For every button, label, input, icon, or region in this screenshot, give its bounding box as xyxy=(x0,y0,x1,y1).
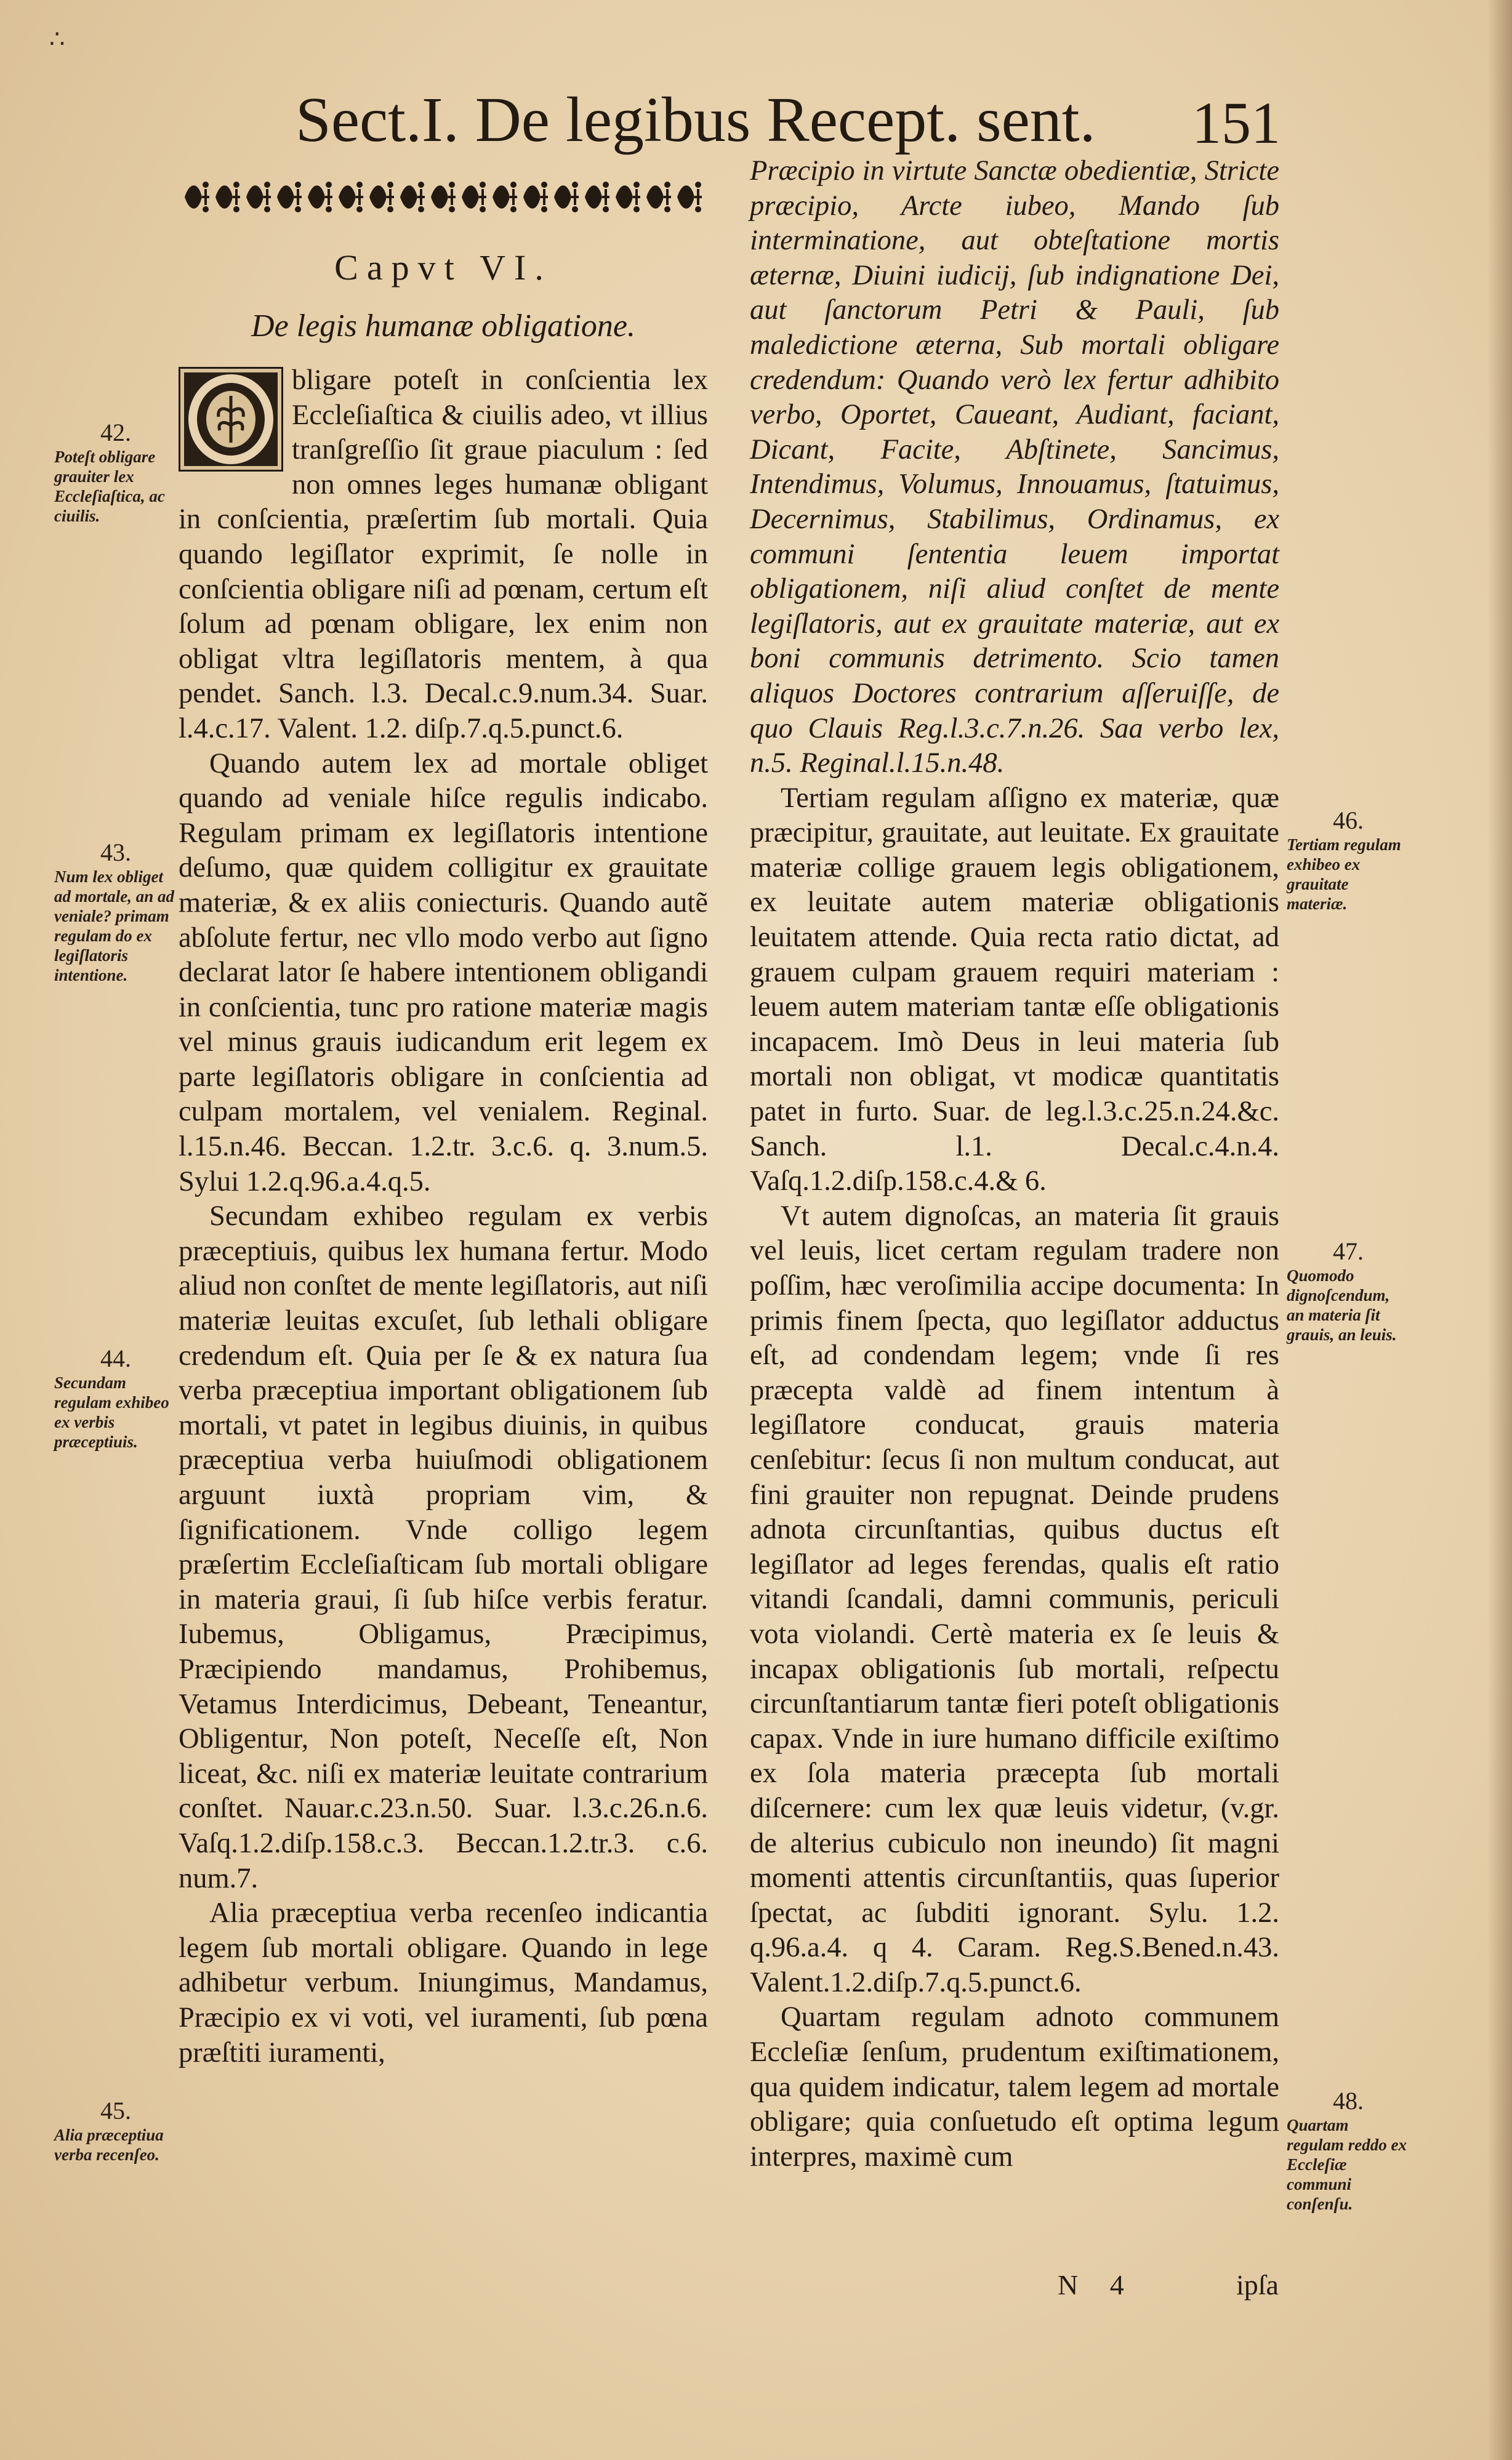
chapter-title: Capvt VI. xyxy=(334,247,552,287)
margin-note-number: 48. xyxy=(1333,2087,1364,2115)
corner-mark: ∴ xyxy=(49,25,70,53)
margin-note-46 xyxy=(1287,806,1410,914)
catchword: ipſa xyxy=(1236,2269,1279,2301)
margin-note-number: 47. xyxy=(1333,1237,1364,1265)
margin-note-number: 43. xyxy=(100,838,131,866)
margin-note-number: 46. xyxy=(1333,806,1364,834)
running-head: Sect.I. De legibus Recept. sent. xyxy=(296,84,1096,155)
signature-mark: N 4 xyxy=(1058,2269,1136,2301)
margin-note-48 xyxy=(1287,2087,1410,2214)
margin-note-43 xyxy=(54,838,177,985)
margin-note-text: Tertiam regulam exhibeo ex grauitate materiæ. xyxy=(1287,835,1401,913)
right-column xyxy=(750,154,1279,2174)
margin-note-number: 44. xyxy=(100,1345,131,1372)
paragraph-43: Quando autem lex ad mortale obliget quando ad veniale hiſce regulis indicabo. Regulam primam ex legiſlatoris intentione deſumo, quæ quidem colligitur ex grauitate materiæ, & ex aliis coniecturis. Quando autẽ abſolute fertur, nec vllo modo verbo aut ſigno declarat lator ſe habere intentionem obligandi in conſcientia, tunc pro ratione materiæ magis vel minus grauis iudicandum erit legem ex parte legiſlatoris obligare in conſcientia ad culpam mortalem, vel venialem. Reginal. l.15.n.46. Beccan. 1.2.tr. 3.c.6. q. 3.num.5. Sylui 1.2.q.96.a.4.q.5. xyxy=(179,747,708,1197)
paragraph-46: Tertiam regulam aſſigno ex materiæ, quæ præcipitur, grauitate, aut leuitate. Ex grauitate materiæ collige grauem legis obligationem, ex leuitate autem materiæ obligationis leuitatem attende. Quia recta ratio dictat, ad grauem culpam grauem requiri materiam : leuem autem materiam tantæ eſſe obligationis incapacem. Imò Deus in leui materia ſub mortali non obligat, vt modicæ quantitatis patet in furto. Suar. de leg.l.3.c.25.n.24.&c. Sanch. l.1. Decal.c.4.n.4. Vaſq.1.2.diſp.158.c.4.& 6. xyxy=(750,782,1279,1197)
paragraph-48: Quartam regulam adnoto communem Eccleſiæ ſenſum, prudentum exiſtimationem, qua quidem indicatur, talem legem ad mortale obligare; quia conſuetudo eſt optima legum interpres, maximè cum xyxy=(750,2001,1279,2173)
margin-note-47 xyxy=(1287,1237,1410,1345)
page-number: 151 xyxy=(1192,90,1281,156)
paragraph-42: bligare poteſt in conſcientia lex Eccleſiaſtica & ciuilis adeo, vt illius tranſgreſſio ſit graue piaculum : ſed non omnes leges humanæ obligant in conſcientia, præſertim ſub mortali. Quia quando legiſlator exprimit, ſe nolle in conſcientia obligare niſi ad pœnam, certum eſt ſolum ad pœnam obligare, lex enim non obligat vltra legiſlatoris mentem, à qua pendet. Sanch. l.3. Decal.c.9.num.34. Suar. l.4.c.17. Valent. 1.2. diſp.7.q.5.punct.6. xyxy=(179,364,708,744)
margin-note-text: Quomodo dignoſcendum, an materia ſit grauis, an leuis. xyxy=(1287,1266,1397,1344)
floral-initial-icon xyxy=(180,369,281,470)
margin-note-number: 45. xyxy=(100,2097,131,2124)
margin-note-45 xyxy=(54,2097,177,2165)
margin-note-text: Quartam regulam reddo ex Eccleſiæ communi conſenſu. xyxy=(1287,2116,1407,2213)
left-column xyxy=(179,166,708,2070)
ornament-band xyxy=(179,166,708,228)
paragraph-45: Alia præceptiua verba recenſeo indicantia legem ſub mortali obligare. Quando in lege adhibetur verbum. Iniungimus, Mandamus, Præcipio ex vi voti, vel iuramenti, ſub pœna præſtiti iuramenti, xyxy=(179,1897,708,2068)
paragraph-45-continued: Præcipio in virtute Sanctæ obedientiæ, Stricte præcipio, Arcte iubeo, Mando ſub interminatione, aut obteſtatione mortis æternæ, Diuini iudicij, ſub indignatione Dei, aut ſanctorum Petri & Pauli, ſub maledictione æterna, Sub mortali obligare credendum: Quando verò lex fertur adhibito verbo, Oportet, Caueant, Audiant, faciant, Dicant, Facite, Abſtinete, Sancimus, Intendimus, Volumus, Innouamus, ſtatuimus, Decernimus, Stabilimus, Ordinamus, ex communi ſententia leuem importat obligationem, niſi aliud conſtet de mente legiſlatoris, aut ex grauitate materiæ, aut ex boni communis detrimento. Scio tamen aliquos Doctores contrarium aſſeruiſſe, de quo Clauis Reg.l.3.c.7.n.26. Saa verbo lex, n.5. Reginal.l.15.n.48. xyxy=(750,155,1279,779)
margin-note-42 xyxy=(54,419,177,526)
chapter-subtitle: De legis humanæ obligatione. xyxy=(251,308,635,344)
margin-note-text: Poteſt obligare grauiter lex Eccleſiaſtica, ac ciuilis. xyxy=(54,448,165,525)
paragraph-47: Vt autem dignoſcas, an materia ſit grauis vel leuis, licet certam regulam tradere non poſſim, hæc veroſimilia accipe documenta: In primis finem ſpecta, quo legiſlator adductus eſt, ad condendam legem; vnde ſi res præcepta valdè ad finem intentum à legiſlatore conducat, grauis materia cenſebitur: ſecus ſi non multum conducat, aut fini grauiter non repugnat. Deinde prudens adnota circunſtantias, quibus ductus eſt legiſlator ad leges ferendas, qualis eſt ratio vitandi ſcandali, damni communis, periculi vota violandi. Certè materia ex ſe leuis & incapax obligationis ſub mortali, reſpectu circunſtantiarum tantæ fieri poteſt obligationis capax. Vnde in iure humano difficile exiſtimo ex ſola materia præcepta ſub mortali diſcernere: cum lex quæ leuis videtur, (v.gr. de alterius cubiculo non ineundo) ſit magni momenti attentis circunſtantiis, quas ſuperior ſpectat, ac ſubditi ignorant. Sylu. 1.2. q.96.a.4. q 4. Caram. Reg.S.Bened.n.43. Valent.1.2.diſp.7.q.5.punct.6. xyxy=(750,1200,1279,1998)
drop-cap-initial-o xyxy=(179,367,283,472)
margin-note-number: 42. xyxy=(100,419,131,446)
margin-note-text: Secundam regulam exhibeo ex verbis præceptiuis. xyxy=(54,1373,169,1451)
page-edge-shadow xyxy=(1487,0,1512,2460)
margin-note-text: Alia præceptiua verba recenſeo. xyxy=(54,2126,164,2164)
paragraph-44: Secundam exhibeo regulam ex verbis præceptiuis, quibus lex humana fertur. Modo aliud non conſtet de mente legiſlatoris, aut niſi materiæ leuitas excuſet, ſub lethali obligare credendum eſt. Quia per ſe & ex natura ſua verba præceptiua important obligationem ſub mortali, vt patet in legibus diuinis, in quibus præceptiua verba huiuſmodi obligationem arguunt iuxtà propriam vim, & ſignificationem. Vnde colligo legem præſertim Eccleſiaſticam ſub mortali obligare in materia graui, ſi ſub hiſce verbis feratur. Iubemus, Obligamus, Præcipimus, Præcipiendo mandamus, Prohibemus, Vetamus Interdicimus, Debeant, Teneantur, Obligentur, Non poteſt, Neceſſe eſt, Non liceat, &c. niſi ex materiæ leuitate contrarium conſtet. Nauar.c.23.n.50. Suar. l.3.c.26.n.6. Vaſq.1.2.diſp.158.c.3. Beccan.1.2.tr.3. c.6. num.7. xyxy=(179,1200,708,1894)
ornament-icon xyxy=(179,175,708,219)
margin-note-text: Num lex obliget ad mortale, an ad veniale? primam regulam do ex legiſlatoris intentione. xyxy=(54,867,175,984)
margin-note-44 xyxy=(54,1345,177,1452)
